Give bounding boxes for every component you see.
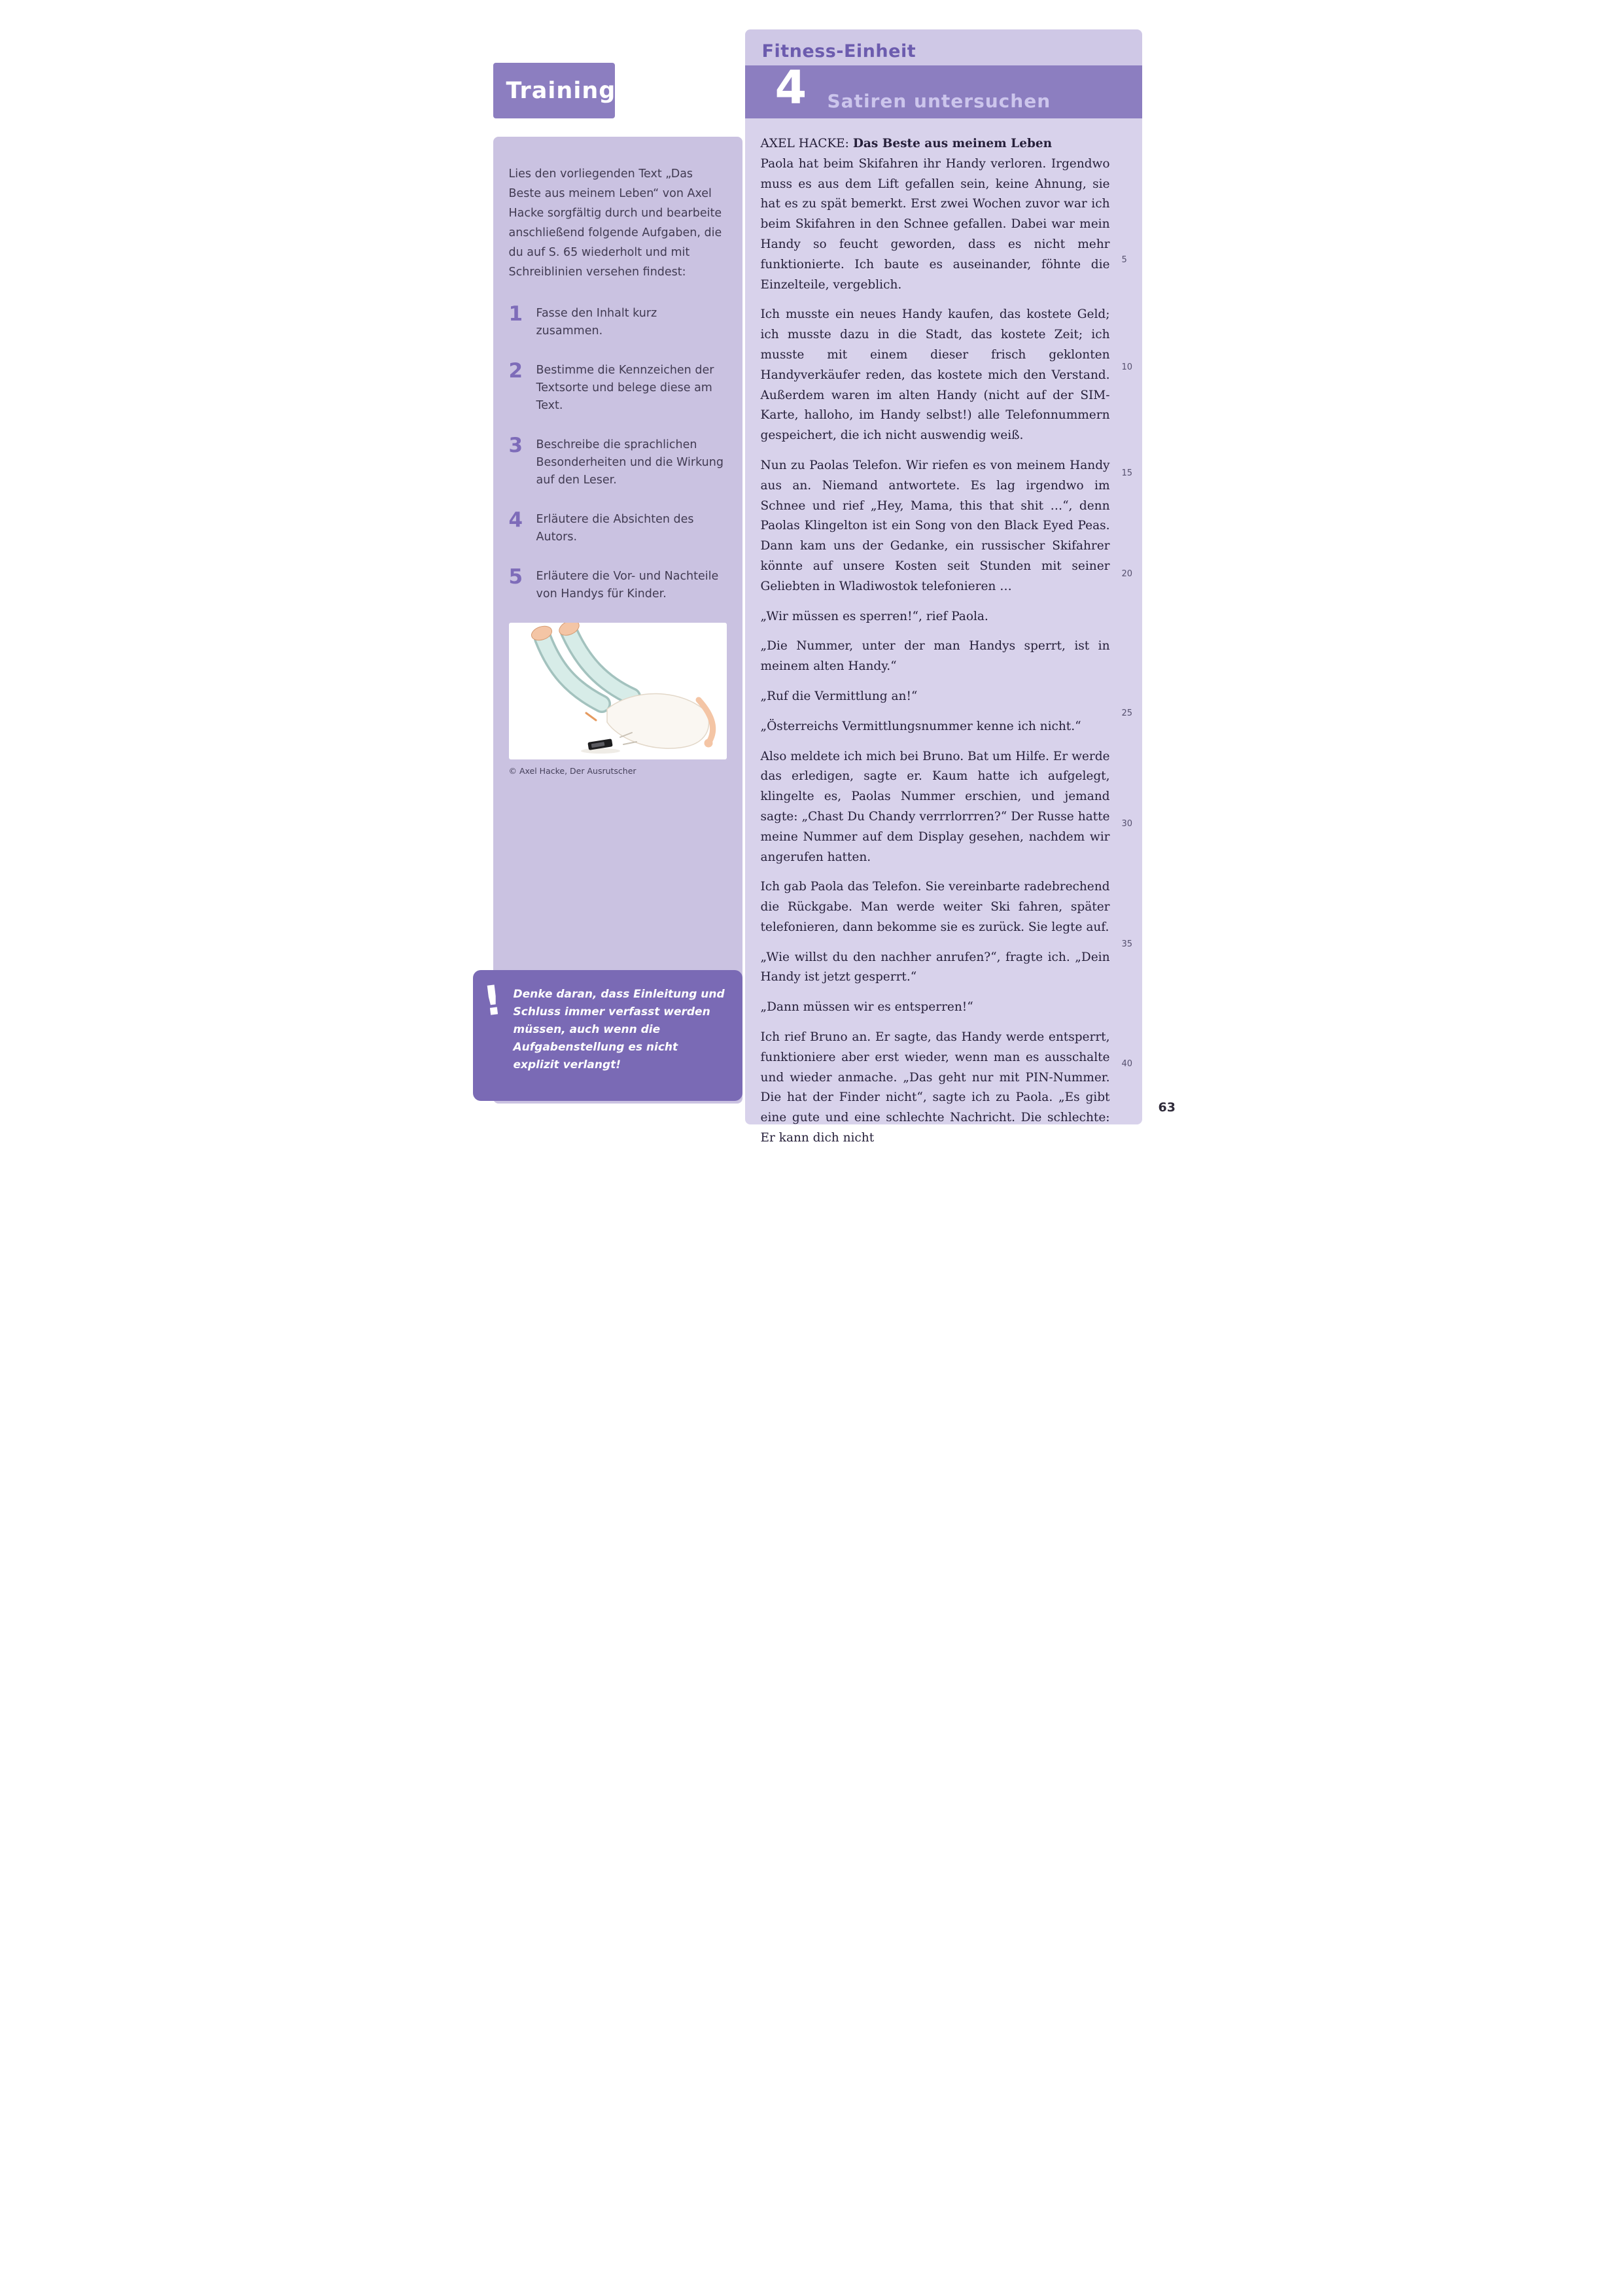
article-paragraph: „Die Nummer, unter der man Handys sperrt, ist in meinem alten Handy.“ — [760, 639, 1110, 674]
line-number: 20 — [1121, 569, 1133, 579]
note-part1: Denke daran, dass Einleitung und Schluss — [513, 988, 725, 1018]
task-text: Fasse den Inhalt kurz zusammen. — [536, 307, 657, 338]
note-box — [473, 970, 742, 1101]
article-paragraph: Also meldete ich mich bei Bruno. Bat um Hilfe. Er werde das erledigen, sagte er. Kaum hatte ich aufgelegt, klingelte es, Paolas Nummer erschien, und jemand sagte: „Chast Du Chandy verrrlorrren?“ Der Russe hatte meine Nummer auf dem Display gesehen, nachdem wir angerufen hatten. — [760, 749, 1110, 864]
task-text: Erläutere die Vor- und Nachteile von Handys für Kinder. — [536, 570, 719, 600]
article-paragraph: Ich gab Paola das Telefon. Sie vereinbarte radebrechend die Rückgabe. Man werde weiter Ski fahren, später telefonieren, dann bekomme sie es zurück. Sie legte auf. — [760, 880, 1110, 934]
task-number: 2 — [508, 359, 523, 383]
article-paragraph: Ich musste ein neues Handy kaufen, das kostete Geld; ich musste dazu in die Stadt, das kostete Zeit; ich musste mit einem dieser frisch geklonten Handyverkäufer reden, das kostete mich den Verstand. Außerdem waren im alten Handy (nicht auf der SIM-Karte, halloho, im Handy selbst!) alle Telefonnummern gespeichert, die ich nicht auswendig weiß. — [760, 307, 1110, 443]
task-text: Beschreibe die sprachlichen Besonderheiten und die Wirkung auf den Leser. — [536, 438, 724, 487]
task-number: 3 — [508, 434, 523, 457]
line-number: 30 — [1121, 819, 1133, 829]
task-item — [509, 434, 727, 489]
article-paragraph: „Wir müssen es sperren!“, rief Paola. — [760, 609, 988, 623]
article-paragraph: Nun zu Paolas Telefon. Wir riefen es von meinem Handy aus an. Niemand antwortete. Es lag irgendwo im Schnee und rief „Hey, Mama, this that shit …“, denn Paolas Klingelton ist ein Song von den Black Eyed Peas. Dann kam uns der Gedanke, ein russischer Skifahrer könnte auf unsere Kosten seit Stunden mit seiner Geliebten in Wladiwostok telefonieren … — [760, 458, 1110, 593]
article-paragraph: Paola hat beim Skifahren ihr Handy verloren. Irgendwo muss es aus dem Lift gefallen sein, keine Ahnung, sie hat es zu spät bemerkt. Erst zwei Wochen zuvor war ich beim Skifahren in den Schnee gefallen. Dabei war mein Handy so feucht geworden, dass es nicht mehr funktionierte. Ich baute es auseinander, föhnte die Einzelteile, vergeblich. — [760, 156, 1110, 292]
unit-title: Satiren untersuchen — [827, 90, 1051, 112]
task-text: Bestimme die Kennzeichen der Textsorte und belege diese am Text. — [536, 364, 714, 412]
article-heading — [761, 134, 1110, 154]
illustration-caption: © Axel Hacke, Der Ausrutscher — [508, 766, 637, 776]
intro-text: Lies den vorliegenden Text „Das Beste aus meinem Leben“ von Axel Hacke sorgfältig durch und bearbeite anschließend folgende Aufgaben, die du auf S. 65 wiederholt und mit Schreiblinien versehen findest: — [508, 167, 722, 279]
article-title: Das Beste aus meinem Leben — [852, 137, 1053, 150]
line-number: 35 — [1121, 939, 1133, 949]
kicker-title: Fitness-Einheit — [761, 41, 916, 61]
exclamation-icon: ! — [480, 975, 505, 1026]
task-item — [509, 566, 727, 603]
task-item — [509, 509, 727, 546]
article-author: AXEL HACKE: — [760, 137, 849, 150]
task-number: 4 — [508, 508, 523, 532]
task-text: Erläutere die Absichten des Autors. — [536, 513, 694, 544]
line-number: 25 — [1121, 708, 1133, 718]
task-item — [509, 303, 727, 340]
article-paragraph: „Dann müssen wir es entsperren!“ — [760, 1000, 973, 1015]
training-banner — [493, 63, 615, 118]
line-number: 15 — [1121, 468, 1133, 478]
unit-band — [745, 61, 1142, 118]
training-title: Training — [506, 77, 616, 104]
line-number: 40 — [1121, 1059, 1133, 1069]
unit-number: 4 — [775, 61, 807, 114]
task-number: 5 — [508, 565, 523, 589]
article-paragraph: „Wie willst du den nachher anrufen?“, fragte ich. „Dein Handy ist jetzt gesperrt.“ — [760, 950, 1110, 984]
article-paragraph: „Österreichs Vermittlungsnummer kenne ich nicht.“ — [760, 719, 1081, 733]
article — [761, 134, 1110, 1148]
kicker-strip — [745, 29, 1142, 65]
right-column — [745, 118, 1142, 1145]
slip-illustration — [509, 623, 727, 759]
note-part2: verfasst werden müssen, auch wenn die Aufgabenstellung es nicht explizit verlangt! — [513, 1005, 710, 1071]
page — [406, 0, 1217, 1148]
article-paragraph: Ich rief Bruno an. Er sagte, das Handy werde entsperrt, funktioniere aber erst wieder, wenn man es ausschalte und wieder anmache. „Das geht nur mit PIN-Nummer. Die hat der Finder nicht“, sagte ich zu Paola. „Es gibt eine gute und eine schlechte Nachricht. Die schlechte: Er kann dich nicht — [760, 1030, 1110, 1145]
line-number: 5 — [1121, 255, 1127, 265]
task-number: 1 — [508, 302, 523, 326]
illustration-box — [509, 623, 727, 759]
note-emphasis: immer — [565, 1005, 605, 1018]
article-paragraph: „Ruf die Vermittlung an!“ — [760, 689, 918, 703]
page-number: 63 — [1158, 1100, 1176, 1115]
line-number: 10 — [1121, 362, 1133, 372]
task-item — [509, 360, 727, 415]
note-text — [514, 986, 727, 1074]
left-column — [480, 137, 742, 1104]
